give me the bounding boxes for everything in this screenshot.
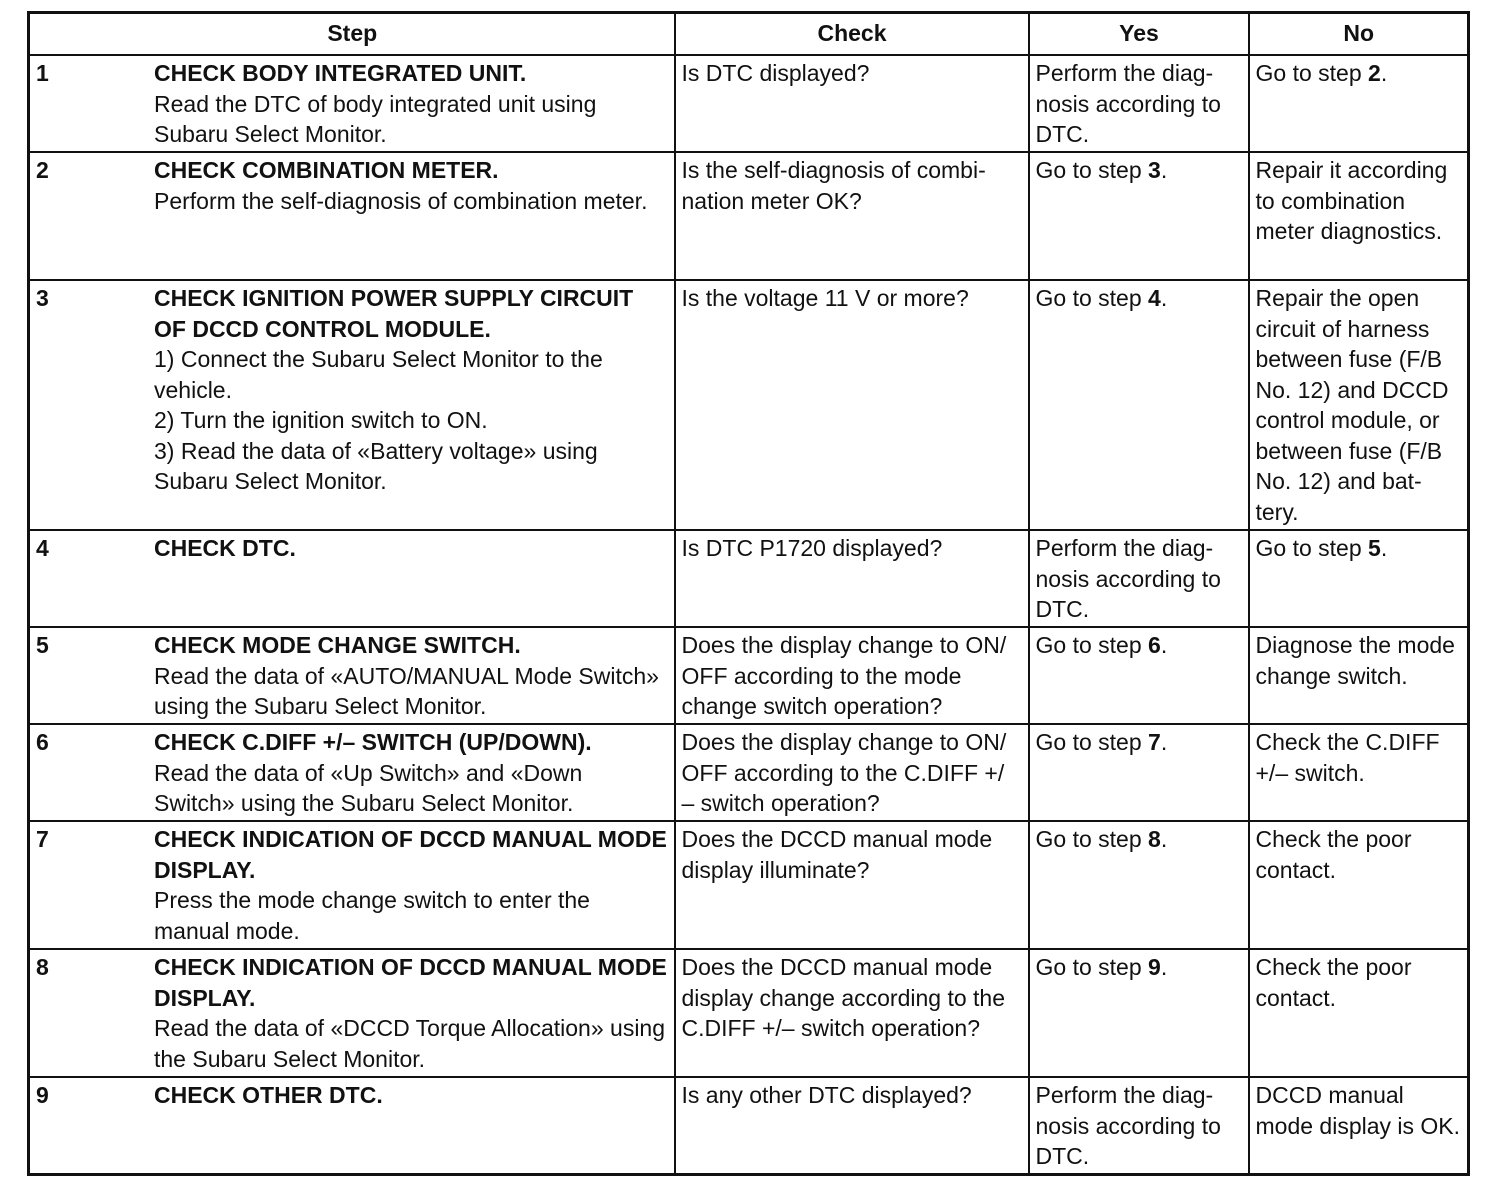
table-row <box>29 724 1469 821</box>
step-number: 2 <box>36 157 49 183</box>
step-cell <box>29 627 675 724</box>
step-title: CHECK IGNITION POWER SUPPLY CIRCUIT OF DCCD CONTROL MODULE. <box>154 285 634 342</box>
step-instruction: 1) Connect the Subaru Select Monitor to the vehicle. <box>154 346 603 403</box>
no-text: Check the C.DIFF +/– switch. <box>1255 729 1440 786</box>
no-cell <box>1249 55 1469 152</box>
step-title: CHECK INDICATION OF DCCD MANUAL MODE DISPLAY. <box>154 826 667 883</box>
step-content <box>30 727 669 819</box>
no-cell <box>1249 724 1469 821</box>
yes-text: Go to step <box>1035 954 1149 980</box>
check-cell: Is any other DTC displayed? <box>675 1077 1029 1174</box>
no-text: DCCD manual mode display is OK. <box>1255 1082 1461 1139</box>
yes-text: Go to step <box>1035 157 1149 183</box>
step-instruction: 3) Read the data of «Battery voltage» using Subaru Select Monitor. <box>154 437 598 494</box>
step-body <box>154 58 669 150</box>
no-text: Go to step <box>1255 60 1369 86</box>
table-row <box>29 280 1469 530</box>
yes-period: . <box>1160 632 1168 658</box>
step-title: CHECK OTHER DTC. <box>154 1082 383 1108</box>
table-row <box>29 530 1469 627</box>
step-body <box>154 155 669 216</box>
step-content <box>30 283 669 497</box>
step-instruction: Read the data of «Up Switch» and «Down Switch» using the Subaru Select Monitor. <box>154 759 583 816</box>
check-cell: Is DTC displayed? <box>675 55 1029 152</box>
step-title: CHECK COMBINATION METER. <box>154 157 499 183</box>
step-instruction: Read the data of «AUTO/MANUAL Mode Switch» using the Subaru Select Monitor. <box>154 662 659 719</box>
step-content <box>30 533 669 564</box>
step-instruction: Press the mode change switch to enter the manual mode. <box>154 887 590 944</box>
step-content <box>30 824 669 946</box>
no-text: Repair the open circuit of harness between fuse (F/B No. 12) and DCCD control module, or between fuse (F/B No. 12) and bat-tery. <box>1255 285 1449 525</box>
no-period: . <box>1380 535 1388 561</box>
no-text: Go to step <box>1255 535 1369 561</box>
table-row <box>29 1077 1469 1174</box>
no-text: Check the poor contact. <box>1255 826 1412 883</box>
no-cell <box>1249 627 1469 724</box>
no-text: Repair it according to combination meter diagnostics. <box>1255 157 1448 244</box>
step-content <box>30 952 669 1074</box>
yes-period: . <box>1160 826 1168 852</box>
step-number: 1 <box>36 60 49 86</box>
yes-cell <box>1029 55 1249 152</box>
yes-text: Go to step <box>1035 826 1149 852</box>
yes-text: Perform the diag-nosis according to DTC. <box>1035 60 1221 147</box>
step-number: 4 <box>36 535 49 561</box>
yes-step-number: 6 <box>1148 632 1161 658</box>
step-cell <box>29 1077 675 1174</box>
no-cell <box>1249 1077 1469 1174</box>
check-cell: Does the display change to ON/ OFF according to the mode change switch operation? <box>675 627 1029 724</box>
yes-text: Perform the diag-nosis according to DTC. <box>1035 535 1221 622</box>
step-title: CHECK MODE CHANGE SWITCH. <box>154 632 521 658</box>
step-body <box>154 952 669 1074</box>
step-number: 5 <box>36 632 49 658</box>
yes-step-number: 8 <box>1148 826 1161 852</box>
check-cell: Does the DCCD manual mode display change according to the C.DIFF +/– switch operation? <box>675 949 1029 1077</box>
step-title: CHECK BODY INTEGRATED UNIT. <box>154 60 527 86</box>
header-row <box>29 13 1469 56</box>
yes-period: . <box>1160 285 1168 311</box>
table-row <box>29 821 1469 949</box>
step-body <box>154 630 669 722</box>
yes-cell <box>1029 1077 1249 1174</box>
step-cell <box>29 821 675 949</box>
step-instruction: 2) Turn the ignition switch to ON. <box>154 407 488 433</box>
step-body <box>154 283 669 497</box>
header-check: Check <box>675 13 1029 56</box>
no-cell <box>1249 152 1469 280</box>
header-step: Step <box>29 13 675 56</box>
step-title: CHECK C.DIFF +/– SWITCH (UP/DOWN). <box>154 729 592 755</box>
header-no: No <box>1249 13 1469 56</box>
no-period: . <box>1380 60 1388 86</box>
check-cell: Does the DCCD manual mode display illuminate? <box>675 821 1029 949</box>
yes-step-number: 4 <box>1148 285 1161 311</box>
check-cell: Is the voltage 11 V or more? <box>675 280 1029 530</box>
yes-cell <box>1029 724 1249 821</box>
table-row <box>29 55 1469 152</box>
header-yes: Yes <box>1029 13 1249 56</box>
no-cell <box>1249 949 1469 1077</box>
diagnostic-table <box>27 11 1470 1176</box>
step-number: 3 <box>36 285 49 311</box>
table-row <box>29 152 1469 280</box>
step-cell <box>29 55 675 152</box>
step-content <box>30 155 669 216</box>
step-title: CHECK DTC. <box>154 535 296 561</box>
step-instruction: Perform the self-diagnosis of combination meter. <box>154 187 648 214</box>
step-number: 6 <box>36 729 49 755</box>
yes-text: Perform the diag-nosis according to DTC. <box>1035 1082 1221 1169</box>
table-row <box>29 949 1469 1077</box>
step-number: 9 <box>36 1082 49 1108</box>
yes-text: Go to step <box>1035 632 1149 658</box>
no-step-number: 2 <box>1368 60 1381 86</box>
yes-cell <box>1029 627 1249 724</box>
step-title: CHECK INDICATION OF DCCD MANUAL MODE DISPLAY. <box>154 954 667 1011</box>
yes-period: . <box>1160 157 1168 183</box>
step-cell <box>29 530 675 627</box>
step-body <box>154 727 669 819</box>
yes-cell <box>1029 949 1249 1077</box>
step-cell <box>29 949 675 1077</box>
check-cell: Is the self-diagnosis of combi-nation meter OK? <box>675 152 1029 280</box>
yes-text: Go to step <box>1035 729 1149 755</box>
no-text: Diagnose the mode change switch. <box>1255 632 1455 689</box>
yes-step-number: 3 <box>1148 157 1161 183</box>
yes-cell <box>1029 821 1249 949</box>
yes-text: Go to step <box>1035 285 1149 311</box>
step-instruction: Read the data of «DCCD Torque Allocation» using the Subaru Select Monitor. <box>154 1015 666 1072</box>
no-step-number: 5 <box>1368 535 1381 561</box>
step-body <box>154 824 669 946</box>
step-instruction: Read the DTC of body integrated unit using Subaru Select Monitor. <box>154 90 597 147</box>
step-body <box>154 533 669 564</box>
yes-period: . <box>1160 954 1168 980</box>
step-content <box>30 58 669 150</box>
yes-step-number: 9 <box>1148 954 1161 980</box>
no-cell <box>1249 530 1469 627</box>
step-number: 7 <box>36 826 49 852</box>
yes-cell <box>1029 280 1249 530</box>
step-cell <box>29 724 675 821</box>
no-text: Check the poor contact. <box>1255 954 1412 1011</box>
step-body <box>154 1080 669 1111</box>
yes-cell <box>1029 152 1249 280</box>
step-content <box>30 630 669 722</box>
no-cell <box>1249 280 1469 530</box>
step-number: 8 <box>36 954 49 980</box>
check-cell: Is DTC P1720 displayed? <box>675 530 1029 627</box>
yes-step-number: 7 <box>1148 729 1161 755</box>
table-row <box>29 627 1469 724</box>
step-cell <box>29 280 675 530</box>
yes-period: . <box>1160 729 1168 755</box>
step-cell <box>29 152 675 280</box>
check-cell: Does the display change to ON/ OFF according to the C.DIFF +/ – switch operation? <box>675 724 1029 821</box>
step-content <box>30 1080 669 1111</box>
yes-cell <box>1029 530 1249 627</box>
no-cell <box>1249 821 1469 949</box>
